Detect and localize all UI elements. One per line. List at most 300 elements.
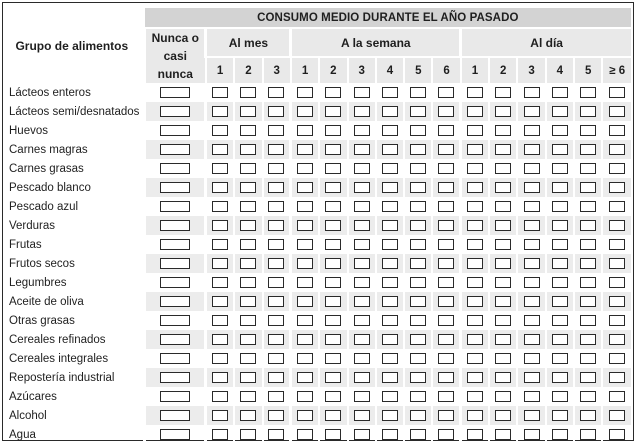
frequency-checkbox[interactable]	[212, 296, 228, 307]
frequency-checkbox[interactable]	[240, 391, 256, 402]
frequency-checkbox[interactable]	[524, 106, 540, 117]
frequency-checkbox[interactable]	[297, 334, 313, 345]
frequency-checkbox[interactable]	[325, 429, 341, 440]
frequency-checkbox[interactable]	[212, 277, 228, 288]
frequency-checkbox[interactable]	[297, 258, 313, 269]
frequency-checkbox[interactable]	[438, 144, 454, 155]
frequency-checkbox[interactable]	[580, 277, 596, 288]
frequency-checkbox[interactable]	[438, 201, 454, 212]
never-checkbox[interactable]	[160, 144, 190, 155]
frequency-checkbox[interactable]	[297, 353, 313, 364]
frequency-checkbox[interactable]	[438, 87, 454, 98]
frequency-checkbox[interactable]	[268, 258, 284, 269]
frequency-checkbox[interactable]	[410, 353, 426, 364]
frequency-checkbox[interactable]	[524, 334, 540, 345]
frequency-checkbox[interactable]	[382, 144, 398, 155]
frequency-checkbox[interactable]	[438, 391, 454, 402]
frequency-checkbox[interactable]	[297, 391, 313, 402]
frequency-checkbox[interactable]	[382, 277, 398, 288]
frequency-checkbox[interactable]	[524, 87, 540, 98]
frequency-checkbox[interactable]	[410, 144, 426, 155]
frequency-checkbox[interactable]	[354, 372, 370, 383]
frequency-checkbox[interactable]	[354, 220, 370, 231]
frequency-checkbox[interactable]	[524, 144, 540, 155]
frequency-checkbox[interactable]	[438, 182, 454, 193]
frequency-checkbox[interactable]	[325, 391, 341, 402]
never-checkbox[interactable]	[160, 239, 190, 250]
frequency-checkbox[interactable]	[438, 125, 454, 136]
frequency-checkbox[interactable]	[268, 125, 284, 136]
frequency-checkbox[interactable]	[467, 410, 483, 421]
frequency-checkbox[interactable]	[524, 201, 540, 212]
frequency-checkbox[interactable]	[467, 182, 483, 193]
frequency-checkbox[interactable]	[325, 239, 341, 250]
frequency-checkbox[interactable]	[268, 353, 284, 364]
never-checkbox[interactable]	[160, 220, 190, 231]
frequency-checkbox[interactable]	[438, 220, 454, 231]
frequency-checkbox[interactable]	[297, 87, 313, 98]
frequency-checkbox[interactable]	[268, 410, 284, 421]
frequency-checkbox[interactable]	[410, 391, 426, 402]
frequency-checkbox[interactable]	[212, 410, 228, 421]
frequency-checkbox[interactable]	[524, 391, 540, 402]
frequency-checkbox[interactable]	[240, 220, 256, 231]
frequency-checkbox[interactable]	[354, 239, 370, 250]
frequency-checkbox[interactable]	[438, 410, 454, 421]
frequency-checkbox[interactable]	[609, 391, 625, 402]
never-checkbox[interactable]	[160, 334, 190, 345]
frequency-checkbox[interactable]	[325, 277, 341, 288]
frequency-checkbox[interactable]	[268, 182, 284, 193]
frequency-checkbox[interactable]	[297, 182, 313, 193]
frequency-checkbox[interactable]	[580, 258, 596, 269]
frequency-checkbox[interactable]	[382, 182, 398, 193]
frequency-checkbox[interactable]	[410, 296, 426, 307]
frequency-checkbox[interactable]	[268, 163, 284, 174]
frequency-checkbox[interactable]	[240, 315, 256, 326]
frequency-checkbox[interactable]	[467, 315, 483, 326]
frequency-checkbox[interactable]	[495, 201, 511, 212]
frequency-checkbox[interactable]	[467, 220, 483, 231]
frequency-checkbox[interactable]	[325, 201, 341, 212]
frequency-checkbox[interactable]	[467, 353, 483, 364]
frequency-checkbox[interactable]	[580, 353, 596, 364]
frequency-checkbox[interactable]	[609, 220, 625, 231]
frequency-checkbox[interactable]	[240, 144, 256, 155]
frequency-checkbox[interactable]	[382, 239, 398, 250]
frequency-checkbox[interactable]	[552, 125, 568, 136]
frequency-checkbox[interactable]	[438, 258, 454, 269]
frequency-checkbox[interactable]	[354, 87, 370, 98]
frequency-checkbox[interactable]	[212, 258, 228, 269]
frequency-checkbox[interactable]	[212, 87, 228, 98]
frequency-checkbox[interactable]	[268, 429, 284, 440]
frequency-checkbox[interactable]	[580, 296, 596, 307]
frequency-checkbox[interactable]	[325, 125, 341, 136]
frequency-checkbox[interactable]	[609, 315, 625, 326]
frequency-checkbox[interactable]	[609, 106, 625, 117]
frequency-checkbox[interactable]	[382, 391, 398, 402]
frequency-checkbox[interactable]	[552, 220, 568, 231]
frequency-checkbox[interactable]	[495, 87, 511, 98]
frequency-checkbox[interactable]	[495, 372, 511, 383]
frequency-checkbox[interactable]	[212, 220, 228, 231]
frequency-checkbox[interactable]	[524, 372, 540, 383]
frequency-checkbox[interactable]	[268, 220, 284, 231]
never-checkbox[interactable]	[160, 87, 190, 98]
frequency-checkbox[interactable]	[354, 106, 370, 117]
frequency-checkbox[interactable]	[524, 125, 540, 136]
frequency-checkbox[interactable]	[467, 87, 483, 98]
never-checkbox[interactable]	[160, 125, 190, 136]
frequency-checkbox[interactable]	[354, 182, 370, 193]
frequency-checkbox[interactable]	[495, 315, 511, 326]
frequency-checkbox[interactable]	[268, 334, 284, 345]
frequency-checkbox[interactable]	[609, 334, 625, 345]
frequency-checkbox[interactable]	[609, 87, 625, 98]
frequency-checkbox[interactable]	[438, 353, 454, 364]
frequency-checkbox[interactable]	[297, 315, 313, 326]
frequency-checkbox[interactable]	[410, 315, 426, 326]
frequency-checkbox[interactable]	[240, 410, 256, 421]
frequency-checkbox[interactable]	[495, 391, 511, 402]
frequency-checkbox[interactable]	[325, 353, 341, 364]
frequency-checkbox[interactable]	[325, 372, 341, 383]
frequency-checkbox[interactable]	[297, 372, 313, 383]
frequency-checkbox[interactable]	[609, 410, 625, 421]
frequency-checkbox[interactable]	[325, 334, 341, 345]
frequency-checkbox[interactable]	[268, 106, 284, 117]
frequency-checkbox[interactable]	[552, 277, 568, 288]
frequency-checkbox[interactable]	[467, 372, 483, 383]
frequency-checkbox[interactable]	[410, 220, 426, 231]
frequency-checkbox[interactable]	[410, 201, 426, 212]
frequency-checkbox[interactable]	[438, 239, 454, 250]
frequency-checkbox[interactable]	[410, 277, 426, 288]
frequency-checkbox[interactable]	[297, 220, 313, 231]
frequency-checkbox[interactable]	[410, 163, 426, 174]
frequency-checkbox[interactable]	[580, 334, 596, 345]
frequency-checkbox[interactable]	[580, 315, 596, 326]
frequency-checkbox[interactable]	[382, 106, 398, 117]
frequency-checkbox[interactable]	[524, 429, 540, 440]
frequency-checkbox[interactable]	[240, 429, 256, 440]
frequency-checkbox[interactable]	[354, 144, 370, 155]
frequency-checkbox[interactable]	[495, 429, 511, 440]
frequency-checkbox[interactable]	[609, 163, 625, 174]
frequency-checkbox[interactable]	[580, 410, 596, 421]
frequency-checkbox[interactable]	[552, 182, 568, 193]
frequency-checkbox[interactable]	[609, 258, 625, 269]
never-checkbox[interactable]	[160, 201, 190, 212]
frequency-checkbox[interactable]	[609, 429, 625, 440]
never-checkbox[interactable]	[160, 106, 190, 117]
frequency-checkbox[interactable]	[438, 296, 454, 307]
frequency-checkbox[interactable]	[268, 296, 284, 307]
frequency-checkbox[interactable]	[552, 372, 568, 383]
frequency-checkbox[interactable]	[382, 163, 398, 174]
frequency-checkbox[interactable]	[495, 258, 511, 269]
frequency-checkbox[interactable]	[552, 315, 568, 326]
frequency-checkbox[interactable]	[410, 334, 426, 345]
frequency-checkbox[interactable]	[467, 144, 483, 155]
frequency-checkbox[interactable]	[410, 429, 426, 440]
frequency-checkbox[interactable]	[240, 296, 256, 307]
frequency-checkbox[interactable]	[495, 277, 511, 288]
frequency-checkbox[interactable]	[438, 429, 454, 440]
frequency-checkbox[interactable]	[240, 182, 256, 193]
frequency-checkbox[interactable]	[524, 277, 540, 288]
frequency-checkbox[interactable]	[297, 277, 313, 288]
frequency-checkbox[interactable]	[552, 410, 568, 421]
frequency-checkbox[interactable]	[524, 163, 540, 174]
frequency-checkbox[interactable]	[240, 163, 256, 174]
frequency-checkbox[interactable]	[467, 258, 483, 269]
frequency-checkbox[interactable]	[438, 163, 454, 174]
frequency-checkbox[interactable]	[212, 125, 228, 136]
frequency-checkbox[interactable]	[580, 239, 596, 250]
frequency-checkbox[interactable]	[354, 315, 370, 326]
frequency-checkbox[interactable]	[410, 372, 426, 383]
frequency-checkbox[interactable]	[410, 258, 426, 269]
frequency-checkbox[interactable]	[382, 220, 398, 231]
frequency-checkbox[interactable]	[382, 353, 398, 364]
frequency-checkbox[interactable]	[609, 296, 625, 307]
frequency-checkbox[interactable]	[609, 277, 625, 288]
frequency-checkbox[interactable]	[382, 201, 398, 212]
frequency-checkbox[interactable]	[495, 296, 511, 307]
frequency-checkbox[interactable]	[552, 353, 568, 364]
frequency-checkbox[interactable]	[354, 163, 370, 174]
frequency-checkbox[interactable]	[212, 372, 228, 383]
frequency-checkbox[interactable]	[609, 239, 625, 250]
frequency-checkbox[interactable]	[552, 296, 568, 307]
frequency-checkbox[interactable]	[552, 334, 568, 345]
frequency-checkbox[interactable]	[212, 334, 228, 345]
frequency-checkbox[interactable]	[410, 410, 426, 421]
frequency-checkbox[interactable]	[268, 315, 284, 326]
frequency-checkbox[interactable]	[240, 106, 256, 117]
frequency-checkbox[interactable]	[325, 410, 341, 421]
frequency-checkbox[interactable]	[467, 296, 483, 307]
frequency-checkbox[interactable]	[495, 239, 511, 250]
frequency-checkbox[interactable]	[297, 144, 313, 155]
frequency-checkbox[interactable]	[325, 296, 341, 307]
frequency-checkbox[interactable]	[354, 277, 370, 288]
frequency-checkbox[interactable]	[212, 144, 228, 155]
frequency-checkbox[interactable]	[467, 125, 483, 136]
frequency-checkbox[interactable]	[354, 296, 370, 307]
frequency-checkbox[interactable]	[240, 258, 256, 269]
frequency-checkbox[interactable]	[552, 258, 568, 269]
frequency-checkbox[interactable]	[552, 239, 568, 250]
frequency-checkbox[interactable]	[609, 201, 625, 212]
frequency-checkbox[interactable]	[382, 334, 398, 345]
never-checkbox[interactable]	[160, 258, 190, 269]
frequency-checkbox[interactable]	[268, 144, 284, 155]
frequency-checkbox[interactable]	[580, 144, 596, 155]
frequency-checkbox[interactable]	[268, 372, 284, 383]
frequency-checkbox[interactable]	[382, 315, 398, 326]
frequency-checkbox[interactable]	[438, 277, 454, 288]
frequency-checkbox[interactable]	[297, 106, 313, 117]
frequency-checkbox[interactable]	[495, 125, 511, 136]
frequency-checkbox[interactable]	[609, 372, 625, 383]
frequency-checkbox[interactable]	[495, 220, 511, 231]
frequency-checkbox[interactable]	[524, 258, 540, 269]
frequency-checkbox[interactable]	[552, 87, 568, 98]
frequency-checkbox[interactable]	[240, 87, 256, 98]
frequency-checkbox[interactable]	[354, 391, 370, 402]
frequency-checkbox[interactable]	[297, 201, 313, 212]
frequency-checkbox[interactable]	[524, 410, 540, 421]
frequency-checkbox[interactable]	[467, 429, 483, 440]
frequency-checkbox[interactable]	[240, 239, 256, 250]
frequency-checkbox[interactable]	[297, 429, 313, 440]
never-checkbox[interactable]	[160, 182, 190, 193]
frequency-checkbox[interactable]	[467, 334, 483, 345]
frequency-checkbox[interactable]	[467, 163, 483, 174]
frequency-checkbox[interactable]	[240, 201, 256, 212]
frequency-checkbox[interactable]	[495, 106, 511, 117]
frequency-checkbox[interactable]	[382, 296, 398, 307]
frequency-checkbox[interactable]	[268, 201, 284, 212]
frequency-checkbox[interactable]	[382, 410, 398, 421]
frequency-checkbox[interactable]	[382, 125, 398, 136]
frequency-checkbox[interactable]	[382, 258, 398, 269]
frequency-checkbox[interactable]	[609, 125, 625, 136]
frequency-checkbox[interactable]	[438, 372, 454, 383]
frequency-checkbox[interactable]	[410, 106, 426, 117]
frequency-checkbox[interactable]	[212, 182, 228, 193]
frequency-checkbox[interactable]	[212, 391, 228, 402]
frequency-checkbox[interactable]	[552, 144, 568, 155]
frequency-checkbox[interactable]	[524, 315, 540, 326]
frequency-checkbox[interactable]	[580, 429, 596, 440]
frequency-checkbox[interactable]	[297, 239, 313, 250]
frequency-checkbox[interactable]	[580, 220, 596, 231]
frequency-checkbox[interactable]	[212, 163, 228, 174]
frequency-checkbox[interactable]	[467, 201, 483, 212]
frequency-checkbox[interactable]	[495, 163, 511, 174]
frequency-checkbox[interactable]	[325, 87, 341, 98]
frequency-checkbox[interactable]	[580, 182, 596, 193]
frequency-checkbox[interactable]	[325, 258, 341, 269]
frequency-checkbox[interactable]	[382, 87, 398, 98]
never-checkbox[interactable]	[160, 163, 190, 174]
frequency-checkbox[interactable]	[467, 106, 483, 117]
frequency-checkbox[interactable]	[325, 220, 341, 231]
frequency-checkbox[interactable]	[495, 144, 511, 155]
frequency-checkbox[interactable]	[212, 239, 228, 250]
frequency-checkbox[interactable]	[410, 239, 426, 250]
frequency-checkbox[interactable]	[240, 372, 256, 383]
frequency-checkbox[interactable]	[524, 296, 540, 307]
frequency-checkbox[interactable]	[297, 410, 313, 421]
frequency-checkbox[interactable]	[268, 87, 284, 98]
frequency-checkbox[interactable]	[212, 353, 228, 364]
frequency-checkbox[interactable]	[382, 372, 398, 383]
frequency-checkbox[interactable]	[524, 239, 540, 250]
frequency-checkbox[interactable]	[580, 163, 596, 174]
frequency-checkbox[interactable]	[609, 182, 625, 193]
frequency-checkbox[interactable]	[212, 201, 228, 212]
frequency-checkbox[interactable]	[438, 106, 454, 117]
frequency-checkbox[interactable]	[524, 182, 540, 193]
frequency-checkbox[interactable]	[354, 353, 370, 364]
frequency-checkbox[interactable]	[552, 391, 568, 402]
never-checkbox[interactable]	[160, 429, 190, 440]
frequency-checkbox[interactable]	[354, 125, 370, 136]
frequency-checkbox[interactable]	[580, 87, 596, 98]
frequency-checkbox[interactable]	[495, 182, 511, 193]
frequency-checkbox[interactable]	[212, 429, 228, 440]
never-checkbox[interactable]	[160, 391, 190, 402]
frequency-checkbox[interactable]	[297, 296, 313, 307]
frequency-checkbox[interactable]	[325, 144, 341, 155]
frequency-checkbox[interactable]	[580, 106, 596, 117]
frequency-checkbox[interactable]	[495, 410, 511, 421]
frequency-checkbox[interactable]	[325, 106, 341, 117]
frequency-checkbox[interactable]	[240, 334, 256, 345]
frequency-checkbox[interactable]	[580, 391, 596, 402]
never-checkbox[interactable]	[160, 315, 190, 326]
frequency-checkbox[interactable]	[438, 315, 454, 326]
frequency-checkbox[interactable]	[609, 144, 625, 155]
frequency-checkbox[interactable]	[325, 315, 341, 326]
frequency-checkbox[interactable]	[552, 201, 568, 212]
frequency-checkbox[interactable]	[297, 163, 313, 174]
never-checkbox[interactable]	[160, 372, 190, 383]
frequency-checkbox[interactable]	[212, 106, 228, 117]
frequency-checkbox[interactable]	[609, 353, 625, 364]
never-checkbox[interactable]	[160, 410, 190, 421]
frequency-checkbox[interactable]	[212, 315, 228, 326]
frequency-checkbox[interactable]	[524, 220, 540, 231]
frequency-checkbox[interactable]	[552, 106, 568, 117]
frequency-checkbox[interactable]	[240, 277, 256, 288]
frequency-checkbox[interactable]	[410, 125, 426, 136]
never-checkbox[interactable]	[160, 277, 190, 288]
frequency-checkbox[interactable]	[552, 429, 568, 440]
frequency-checkbox[interactable]	[467, 239, 483, 250]
frequency-checkbox[interactable]	[410, 87, 426, 98]
frequency-checkbox[interactable]	[580, 201, 596, 212]
frequency-checkbox[interactable]	[268, 239, 284, 250]
frequency-checkbox[interactable]	[410, 182, 426, 193]
frequency-checkbox[interactable]	[580, 125, 596, 136]
frequency-checkbox[interactable]	[580, 372, 596, 383]
frequency-checkbox[interactable]	[552, 163, 568, 174]
never-checkbox[interactable]	[160, 353, 190, 364]
frequency-checkbox[interactable]	[325, 163, 341, 174]
frequency-checkbox[interactable]	[268, 277, 284, 288]
never-checkbox[interactable]	[160, 296, 190, 307]
frequency-checkbox[interactable]	[438, 334, 454, 345]
frequency-checkbox[interactable]	[325, 182, 341, 193]
frequency-checkbox[interactable]	[240, 125, 256, 136]
frequency-checkbox[interactable]	[297, 125, 313, 136]
frequency-checkbox[interactable]	[524, 353, 540, 364]
frequency-checkbox[interactable]	[268, 391, 284, 402]
frequency-checkbox[interactable]	[354, 410, 370, 421]
frequency-checkbox[interactable]	[354, 258, 370, 269]
frequency-checkbox[interactable]	[354, 334, 370, 345]
frequency-checkbox[interactable]	[240, 353, 256, 364]
frequency-checkbox[interactable]	[495, 334, 511, 345]
frequency-checkbox[interactable]	[382, 429, 398, 440]
frequency-checkbox[interactable]	[495, 353, 511, 364]
